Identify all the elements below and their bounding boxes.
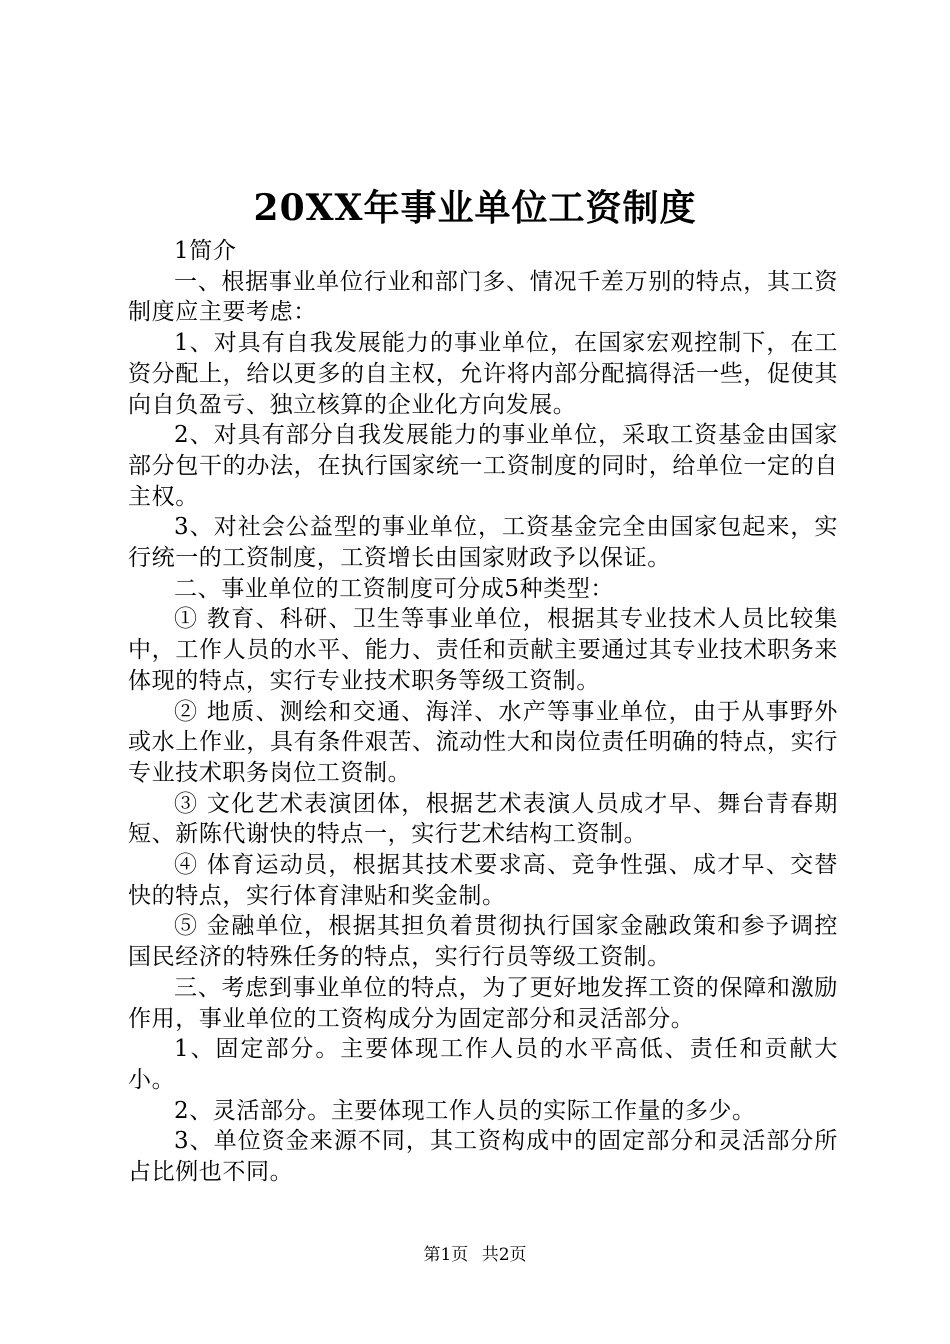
paragraph-section-2: 二、事业单位的工资制度可分成5种类型：	[174, 575, 615, 602]
paragraph-intro: 1简介	[174, 238, 237, 264]
paragraph-type-4: ④ 体育运动员，根据其技术要求高、竞争性强、成才早、交替快的特点，实行体育津贴和奖金制。	[128, 852, 838, 909]
page-number-total: 共2页	[481, 1245, 527, 1265]
paragraph-type-3: ③ 文化艺术表演团体，根据艺术表演人员成才早、舞台青春期短、新陈代谢快的特点一，实行艺术结构工资制。	[128, 790, 838, 848]
page-footer	[0, 1243, 950, 1267]
paragraph-item-3-1: 1、固定部分。主要体现工作人员的水平高低、责任和贡献大小。	[128, 1036, 838, 1093]
paragraph-type-1: ① 教育、科研、卫生等事业单位，根据其专业技术人员比较集中，工作人员的水平、能力、责任和贡献主要通过其专业技术职务来体现的特点，实行专业技术职务等级工资制。	[128, 606, 838, 694]
paragraph-item-3-3: 3、单位资金来源不同，其工资构成中的固定部分和灵活部分所占比例也不同。	[128, 1128, 838, 1186]
document-title: 20XX年事业单位工资制度	[253, 187, 697, 229]
document-body	[128, 236, 838, 1188]
paragraph-type-5: ⑤ 金融单位，根据其担负着贯彻执行国家金融政策和参予调控国民经济的特殊任务的特点，实行行员等级工资制。	[128, 913, 838, 971]
paragraph-section-1: 一、根据事业单位行业和部门多、情况千差万别的特点，其工资制度应主要考虑：	[128, 268, 838, 326]
paragraph-item-3-2: 2、灵活部分。主要体现工作人员的实际工作量的多少。	[174, 1097, 756, 1124]
paragraph-type-2: ② 地质、测绘和交通、海洋、水产等事业单位，由于从事野外或水上作业，具有条件艰苦、流动性大和岗位责任明确的特点，实行专业技术职务岗位工资制。	[128, 698, 838, 786]
paragraph-item-1-2: 2、对具有部分自我发展能力的事业单位，采取工资基金由国家部分包干的办法，在执行国家统一工资制度的同时，给单位一定的自主权。	[128, 422, 838, 510]
paragraph-item-1-3: 3、对社会公益型的事业单位，工资基金完全由国家包起来，实行统一的工资制度，工资增长由国家财政予以保证。	[128, 514, 838, 572]
paragraph-item-1-1: 1、对具有自我发展能力的事业单位，在国家宏观控制下，在工资分配上，给以更多的自主权，允许将内部分配搞得活一些，促使其向自负盈亏、独立核算的企业化方向发展。	[128, 330, 838, 418]
page-number-current: 第1页	[423, 1245, 469, 1265]
paragraph-section-3: 三、考虑到事业单位的特点，为了更好地发挥工资的保障和激励作用，事业单位的工资构成分为固定部分和灵活部分。	[128, 974, 838, 1032]
